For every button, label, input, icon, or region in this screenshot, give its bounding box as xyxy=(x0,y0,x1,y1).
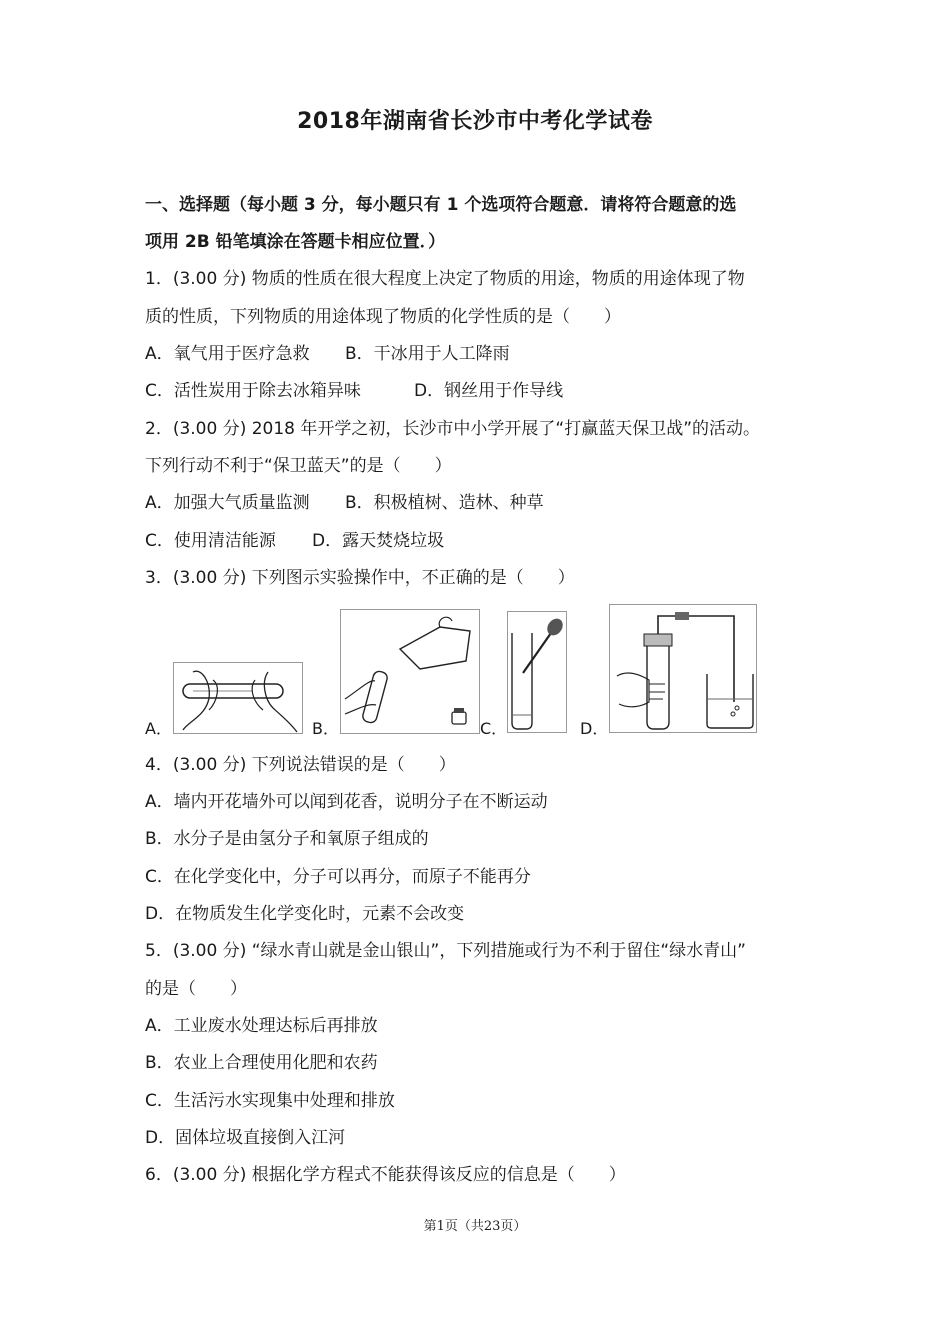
q5-option-c: C．生活污水实现集中处理和排放 xyxy=(145,1091,395,1111)
section-heading-line2: 项用 2B 铅笔填涂在答题卡相应位置．） xyxy=(145,232,446,252)
q1-option-a: A．氧气用于医疗急救 xyxy=(145,344,310,364)
q5-option-a: A．工业废水处理达标后再排放 xyxy=(145,1016,378,1036)
q2-option-d: D．露天焚烧垃圾 xyxy=(312,531,445,551)
figure-a-test-tube-heating-by-hands xyxy=(173,662,303,734)
q1-stem-line1: 1．(3.00 分) 物质的性质在很大程度上决定了物质的用途，物质的用途体现了物 xyxy=(145,269,745,289)
q1-option-d: D．钢丝用于作导线 xyxy=(414,381,564,401)
q2-option-b: B．积极植树、造林、种草 xyxy=(345,493,544,513)
q5-option-b: B．农业上合理使用化肥和农药 xyxy=(145,1053,378,1073)
q1-option-c: C．活性炭用于除去冰箱异味 xyxy=(145,381,361,401)
q4-option-b: B．水分子是由氢分子和氧原子组成的 xyxy=(145,829,429,849)
page-title: 2018年湖南省长沙市中考化学试卷 xyxy=(297,109,653,134)
q2-option-a: A．加强大气质量监测 xyxy=(145,493,310,513)
q3-stem: 3．(3.00 分) 下列图示实验操作中，不正确的是（ ） xyxy=(145,568,575,588)
figure-c-dropper-into-test-tube xyxy=(507,611,567,733)
q1-option-b: B．干冰用于人工降雨 xyxy=(345,344,510,364)
q4-stem: 4．(3.00 分) 下列说法错误的是（ ） xyxy=(145,755,456,775)
q5-option-d: D．固体垃圾直接倒入江河 xyxy=(145,1128,346,1148)
section-heading-line1: 一、选择题（每小题 3 分，每小题只有 1 个选项符合题意．请将符合题意的选 xyxy=(145,195,737,215)
q3-label-a: A． xyxy=(145,719,172,738)
q3-label-c: C． xyxy=(480,719,508,738)
q3-label-b: B． xyxy=(312,719,339,738)
q6-stem: 6．(3.00 分) 根据化学方程式不能获得该反应的信息是（ ） xyxy=(145,1165,626,1185)
q5-stem-line1: 5．(3.00 分) “绿水青山就是金山银山”，下列措施或行为不利于留住“绿水青山” xyxy=(145,941,746,961)
figure-d-airtightness-check xyxy=(609,604,757,733)
q2-option-c: C．使用清洁能源 xyxy=(145,531,276,551)
q3-label-d: D． xyxy=(580,719,609,738)
q4-option-d: D．在物质发生化学变化时，元素不会改变 xyxy=(145,904,465,924)
q5-stem-line2: 的是（ ） xyxy=(145,979,247,999)
figure-b-pouring-liquid xyxy=(340,609,480,734)
page-footer: 第1页（共23页） xyxy=(423,1219,527,1234)
q2-stem-line2: 下列行动不利于“保卫蓝天”的是（ ） xyxy=(145,456,452,476)
q4-option-c: C．在化学变化中，分子可以再分，而原子不能再分 xyxy=(145,867,531,887)
q1-stem-line2: 质的性质，下列物质的用途体现了物质的化学性质的是（ ） xyxy=(145,307,621,327)
q4-option-a: A．墙内开花墙外可以闻到花香，说明分子在不断运动 xyxy=(145,792,548,812)
q2-stem-line1: 2．(3.00 分) 2018 年开学之初，长沙市中小学开展了“打赢蓝天保卫战”的活动。 xyxy=(145,419,761,439)
